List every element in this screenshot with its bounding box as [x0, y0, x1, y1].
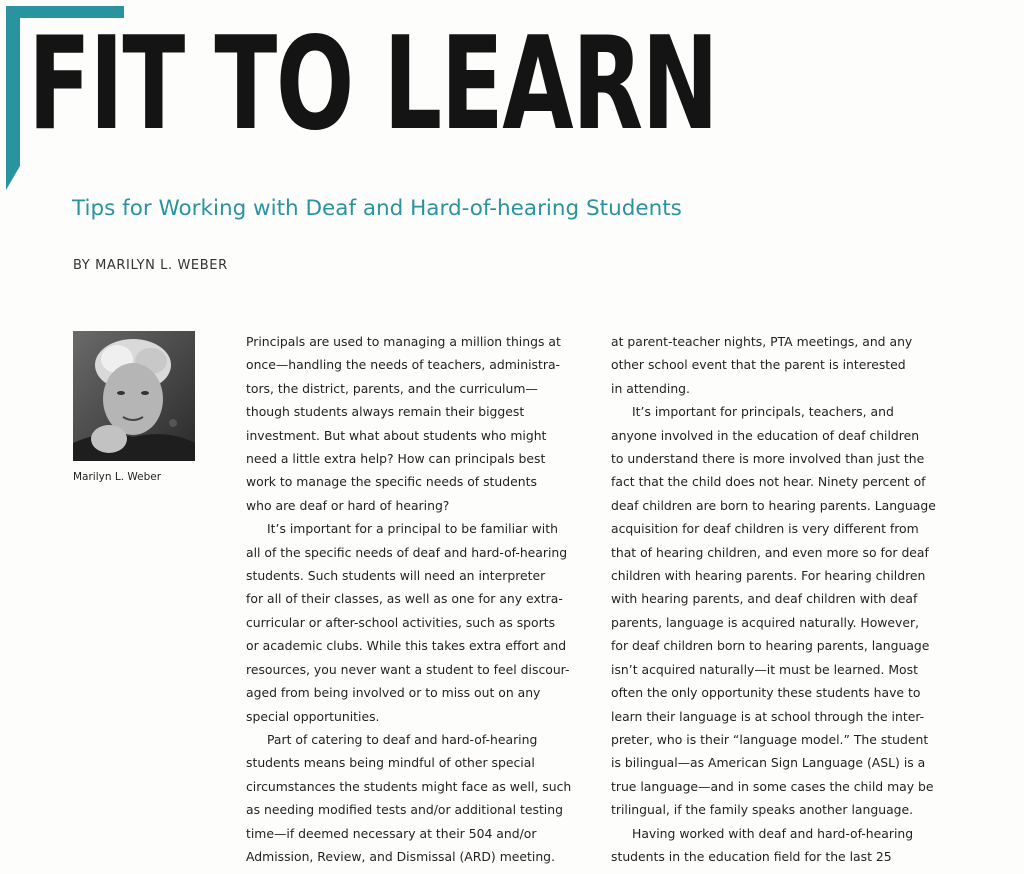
- article-headline: FIT TO LEARN: [28, 10, 718, 159]
- body-line: special opportunities.: [246, 708, 380, 724]
- body-line: other school event that the parent is interested: [611, 357, 906, 373]
- body-line: preter, who is their “language model.” The student: [611, 731, 929, 747]
- body-line: Principals are used to managing a million things at: [246, 334, 561, 349]
- body-line: that of hearing children, and even more so for deaf: [611, 544, 929, 560]
- body-line: often the only opportunity these students have to: [611, 685, 921, 701]
- body-line: aged from being involved or to miss out on any: [246, 685, 541, 701]
- body-line: fact that the child does not hear. Ninety percent of: [611, 474, 926, 490]
- body-line: trilingual, if the family speaks another language.: [611, 802, 914, 818]
- body-line: with hearing parents, and deaf children with deaf: [611, 591, 918, 607]
- body-line: work to manage the specific needs of students: [246, 474, 537, 490]
- body-line: isn’t acquired naturally—it must be learned. Most: [611, 661, 918, 677]
- body-line: deaf children are born to hearing parents. Language: [611, 497, 936, 513]
- body-line: to understand there is more involved than just the: [611, 451, 925, 467]
- body-line: as needing modified tests and/or additional testing: [246, 802, 563, 818]
- body-line: is bilingual—as American Sign Language (ASL) is a: [611, 755, 926, 771]
- body-line: all of the specific needs of deaf and hard-of-hearing: [246, 544, 568, 560]
- body-line: Admission, Review, and Dismissal (ARD) meeting.: [246, 848, 555, 864]
- body-line: students means being mindful of other special: [246, 755, 535, 771]
- body-line: true language—and in some cases the child may be: [611, 778, 934, 794]
- body-line: students in the education field for the last 25: [611, 848, 892, 864]
- author-photo: [73, 331, 195, 461]
- photo-caption: Marilyn L. Weber: [73, 471, 162, 483]
- body-line: It’s important for a principal to be familiar with: [267, 521, 558, 537]
- body-line: need a little extra help? How can principals best: [246, 451, 546, 467]
- body-line: at parent-teacher nights, PTA meetings, and any: [611, 334, 913, 349]
- body-line: investment. But what about students who might: [246, 427, 547, 443]
- body-line: who are deaf or hard of hearing?: [246, 497, 450, 513]
- body-line: once—handling the needs of teachers, administra-: [246, 357, 561, 373]
- body-line: though students always remain their biggest: [246, 404, 525, 420]
- body-line: learn their language is at school through the inter-: [611, 708, 925, 724]
- body-line: curricular or after-school activities, such as sports: [246, 614, 556, 630]
- body-line: anyone involved in the education of deaf children: [611, 427, 920, 443]
- body-line: parents, language is acquired naturally. However,: [611, 614, 920, 630]
- article-column-1: [246, 330, 591, 868]
- article-column-2: [611, 330, 956, 868]
- body-line: circumstances the students might face as well, such: [246, 778, 572, 794]
- body-line: or academic clubs. While this takes extra effort and: [246, 638, 567, 654]
- body-line: time—if deemed necessary at their 504 and/or: [246, 825, 537, 841]
- body-line: for all of their classes, as well as one for any extra-: [246, 591, 563, 607]
- body-line: acquisition for deaf children is very different from: [611, 521, 919, 537]
- body-line: resources, you never want a student to feel discour-: [246, 661, 570, 677]
- body-line: Part of catering to deaf and hard-of-hearing: [267, 731, 538, 747]
- body-line: It’s important for principals, teachers, and: [632, 404, 894, 420]
- body-line: tors, the district, parents, and the curriculum—: [246, 380, 538, 396]
- article-byline: BY MARILYN L. WEBER: [73, 258, 228, 273]
- article-subtitle: Tips for Working with Deaf and Hard-of-hearing Students: [72, 196, 682, 221]
- body-line: in attending.: [611, 380, 690, 396]
- body-line: children with hearing parents. For hearing children: [611, 568, 926, 584]
- body-line: Having worked with deaf and hard-of-hearing: [632, 825, 914, 841]
- body-line: students. Such students will need an interpreter: [246, 568, 546, 584]
- body-line: for deaf children born to hearing parents, language: [611, 638, 930, 654]
